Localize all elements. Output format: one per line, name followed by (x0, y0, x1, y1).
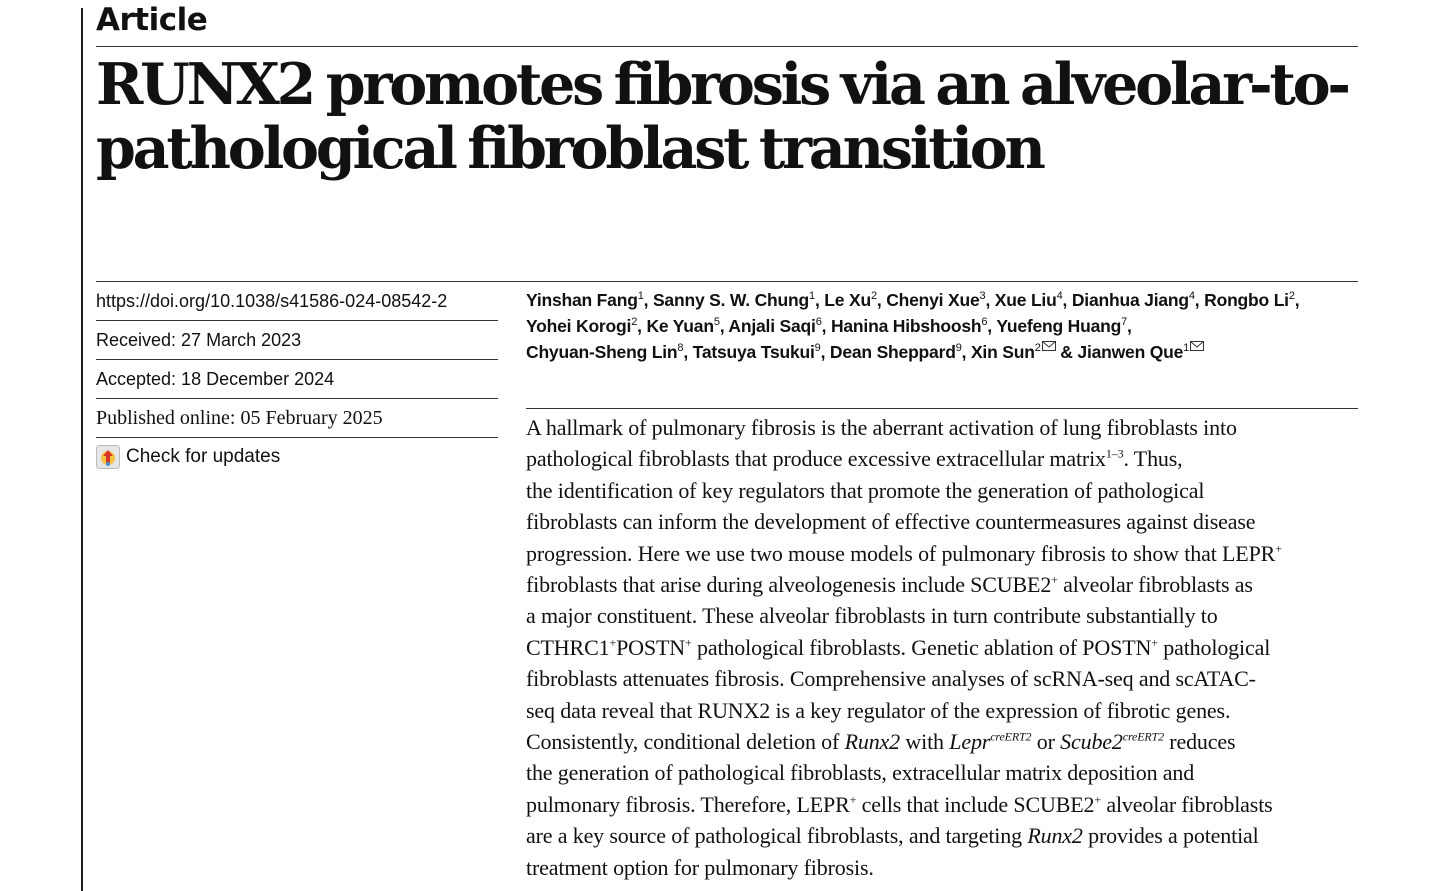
doi-link[interactable]: https://doi.org/10.1038/s41586-024-08542-2 (96, 282, 498, 321)
author-name[interactable]: Hanina Hibshoosh (830, 316, 982, 336)
affiliation-number: 6 (815, 316, 822, 329)
affiliation-number: 1 (637, 290, 644, 303)
published-date: Published online: 05 February 2025 (96, 399, 498, 438)
article-title-line-2: pathological fibroblast transition (96, 115, 1043, 182)
affiliation-number: 4 (1056, 290, 1063, 303)
abstract-line: are a key source of pathological fibroblasts, and targeting Runx2 provides a potential (526, 823, 1259, 849)
check-for-updates-label: Check for updates (126, 446, 281, 467)
author-name[interactable]: Xue Liu (994, 290, 1057, 310)
citation-ref[interactable]: 1–3 (1105, 447, 1124, 462)
check-for-updates-icon (96, 445, 120, 469)
check-for-updates-button[interactable] (96, 438, 498, 476)
abstract-line: a major constituent. These alveolar fibroblasts in turn contribute substantially to (526, 603, 1218, 629)
author-name[interactable]: Dean Sheppard (829, 342, 956, 362)
left-margin-rule (81, 8, 83, 891)
author-name[interactable]: Sanny S. W. Chung (652, 290, 810, 310)
abstract-line: the generation of pathological fibroblasts, extracellular matrix deposition and (526, 760, 1195, 786)
abstract-line: fibroblasts attenuates fibrosis. Comprehensive analyses of scRNA-seq and scATAC- (526, 666, 1256, 692)
article-title (96, 53, 1358, 181)
affiliation-number: 4 (1188, 290, 1195, 303)
email-icon[interactable] (1190, 341, 1204, 351)
email-icon[interactable] (1042, 341, 1056, 351)
abstract-line: treatment option for pulmonary fibrosis. (526, 854, 874, 880)
author-name[interactable]: Dianhua Jiang (1071, 290, 1189, 310)
author-name[interactable]: Jianwen Que (1077, 342, 1184, 362)
abstract-line: the identification of key regulators that promote the generation of pathological (526, 477, 1205, 503)
author-name[interactable]: Yohei Korogi (526, 316, 632, 336)
affiliation-number: 5 (713, 316, 720, 329)
affiliation-number: 9 (814, 342, 821, 355)
abstract-line: Consistently, conditional deletion of Runx2 with Lepr$^{creERT2}$ or $Scube2^{creERT2}$ reduces (526, 729, 1236, 755)
author-name[interactable]: Chenyi Xue (886, 290, 980, 310)
author-name[interactable]: Tatsuya Tsukui (692, 342, 815, 362)
affiliation-number: 6 (981, 316, 988, 329)
section-label: Article (96, 2, 208, 38)
affiliation-number: 3 (979, 290, 986, 303)
affiliation-number: 9 (955, 342, 962, 355)
article-title-line-1: RUNX2 promotes fibrosis via an alveolar-to- (96, 51, 1348, 118)
affiliation-number: 7 (1121, 316, 1128, 329)
header-divider (96, 46, 1358, 47)
author-list: Yinshan Fang$^1$, Sanny S. W. Chung$^1$, Le Xu$^2$, Chenyi Xue$^3$, Xue Liu$^4$, Dianhua Jiang$^4$, Rongbo Li$^2$, Yohei Korogi$^2$, Ke Yuan$^5$, Anjali Saqi$^6$, Hanina Hibshoosh$^6$, Yuefeng Huang$^7$, Chyuan-Sheng Lin$^8$, Tatsuya Tsukui$^9$, Dean Sheppard$^9$, Xin Sun$^2$ & Jianwen Que$^1$ (526, 290, 1300, 362)
author-name[interactable]: Xin Sun (970, 342, 1035, 362)
abstract-line: progression. Here we use two mouse models of pulmonary fibrosis to show that LEPR+ (526, 540, 1282, 566)
author-name[interactable]: Le Xu (824, 290, 871, 310)
affiliation-number: 1 (809, 290, 815, 303)
abstract-line: fibroblasts can inform the development of effective countermeasures against disease (526, 509, 1256, 535)
abstract-line: pathological fibroblasts that produce excessive extracellular matrix$^{1-3}$. Thus, (526, 446, 1183, 472)
abstract-line: pulmonary fibrosis. Therefore, LEPR+ cells that include SCUBE2+ alveolar fibroblasts (526, 791, 1273, 817)
abstract-line: CTHRC1+POSTN+ pathological fibroblasts. Genetic ablation of POSTN+ pathological (526, 634, 1271, 660)
author-name[interactable]: Ke Yuan (646, 316, 714, 336)
affiliation-number: 8 (677, 342, 684, 355)
affiliation-number: 2 (870, 290, 877, 303)
accepted-date: Accepted: 18 December 2024 (96, 360, 498, 399)
author-name[interactable]: Rongbo Li (1204, 290, 1289, 310)
author-name[interactable]: Yuefeng Huang (996, 316, 1122, 336)
affiliation-number: 2 (1288, 290, 1295, 303)
abstract-text (526, 412, 1366, 883)
affiliation-number: 2 (1034, 342, 1041, 355)
author-name[interactable]: Chyuan-Sheng Lin (526, 342, 678, 362)
author-name[interactable]: Anjali Saqi (728, 316, 816, 336)
affiliation-number: 2 (631, 316, 638, 329)
abstract-line: A hallmark of pulmonary fibrosis is the aberrant activation of lung fibroblasts into (526, 415, 1237, 440)
abstract-line: seq data reveal that RUNX2 is a key regulator of the expression of fibrotic genes. (526, 697, 1231, 723)
abstract-line: fibroblasts that arise during alveologenesis include SCUBE2+ alveolar fibroblasts as (526, 572, 1253, 598)
affiliation-number: 1 (1183, 342, 1190, 355)
author-name[interactable]: Yinshan Fang (526, 290, 638, 310)
received-date: Received: 27 March 2023 (96, 321, 498, 360)
article-metadata (96, 282, 498, 476)
abstract-divider (526, 408, 1358, 409)
